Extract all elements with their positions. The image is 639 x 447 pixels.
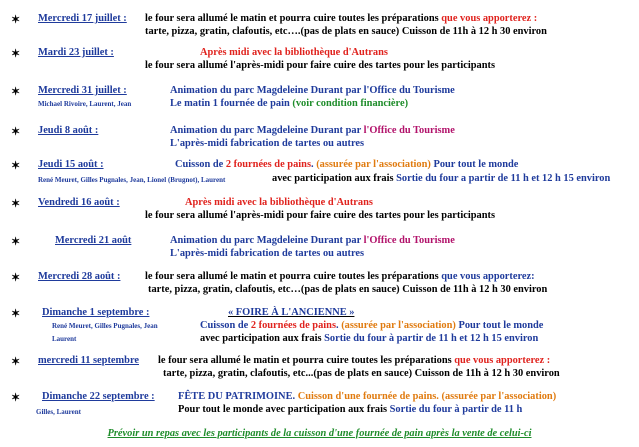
event-line-2 [145,26,547,37]
event-date: Mercredi 21 août [55,235,132,246]
event-date: Jeudi 15 août : [38,159,104,170]
text-run: Après midi avec la bibliothèque d'Autrans [200,47,388,58]
text-run: L'après-midi fabrication de tartes ou autres [170,248,365,259]
event-date: Mercredi 31 juillet : [38,85,127,96]
text-run: . [310,159,317,170]
text-run: « FOIRE À L'ANCIENNE » [228,307,355,318]
event-date: Mercredi 17 juillet : [38,13,127,24]
text-run: tarte, pizza, gratin, clafoutis, etc...(pas de plats en sauce) Cuisson de 11h à 12 h 30 environ [163,368,560,379]
text-run: Sortie du four à partir de 11 h [389,404,523,415]
event-line-1 [145,271,535,282]
event-8 [0,304,639,348]
text-run: Sortie du four a partir de 11 h et 12 h 15 environ [396,173,611,184]
event-date: Mercredi 28 août : [38,271,121,282]
event-line-1 [200,47,388,58]
text-run: Après midi avec la bibliothèque d'Autrans [185,197,373,208]
event-2 [0,82,639,114]
text-run: le four sera allumé le matin et pourra cuire toutes les préparations [145,271,442,282]
event-7 [0,268,639,298]
event-line-1 [200,320,543,331]
text-run: le four sera allumé le matin et pourra cuire toutes les préparations [158,355,455,366]
event-line-1 [170,85,455,96]
event-line-2 [170,98,408,109]
event-line-1 [170,125,455,136]
text-run: 2 fournées de pains [225,159,311,170]
event-line-1 [175,159,518,170]
text-run: Cuisson de [200,320,251,331]
event-participants: René Meuret, Gilles Pugnales, Jean, Lionel (Brugnot), Laurent [38,176,226,184]
text-run: L'après-midi fabrication de tartes ou autres [170,138,365,149]
bullet-star-icon: ✶ [11,160,21,172]
event-10 [0,388,639,420]
event-3 [0,122,639,152]
text-run: Pour tout le monde [433,159,519,170]
event-5 [0,194,639,224]
event-line-1 [145,13,537,24]
text-run: Sortie du four à partir de 11 h et 12 h 15 environ [324,333,539,344]
event-line-1 [158,355,550,366]
bullet-star-icon: ✶ [11,236,21,248]
bullet-star-icon: ✶ [11,198,21,210]
event-participants-2: Laurent [52,335,77,343]
text-run: (assurée par l'association) [341,320,459,331]
event-date: Dimanche 1 septembre : [42,307,150,318]
event-line-1 [170,235,455,246]
event-date: Mardi 23 juillet : [38,47,114,58]
text-run: que vous apporterez: [441,271,535,282]
bullet-star-icon: ✶ [11,86,21,98]
text-run: . [335,320,342,331]
event-line-0 [228,307,354,318]
event-participants: Michael Rivoire, Laurent, Jean [38,100,132,108]
text-run: avec participation aux frais [272,173,397,184]
text-run: le four sera allumé l'après-midi pour faire cuire des tartes pour les participants [145,210,495,221]
event-6 [0,232,639,262]
text-run: que vous apporterez : [454,355,551,366]
text-run: 2 fournées de pains [250,320,336,331]
event-date: Vendredi 16 août : [38,197,120,208]
text-run: Cuisson d'une fournée de pains. (assurée par l'association) [297,391,557,402]
event-participants: Gilles, Laurent [36,408,81,416]
event-line-2 [163,368,560,379]
bullet-star-icon: ✶ [11,392,21,404]
text-run: tarte, pizza, gratin, clafoutis, etc…(pas de plats en sauce) Cuisson de 11h à 12 h 30 environ [148,284,548,295]
text-run: Pour tout le monde avec participation aux frais [178,404,390,415]
text-run: Animation du parc Magdeleine Durant par l'Office du Tourisme [170,85,455,96]
text-run: (voir condition financière) [292,98,409,109]
text-run: que vous apporterez : [441,13,538,24]
event-date: mercredi 11 septembre [38,355,139,366]
event-line-2 [178,404,522,415]
bullet-star-icon: ✶ [11,272,21,284]
event-line-2 [145,60,495,71]
event-0 [0,10,639,40]
event-date: Dimanche 22 septembre : [42,391,155,402]
text-run: tarte, pizza, gratin, clafoutis, etc….(pas de plats en sauce) Cuisson de 11h à 12 h 30 environ [145,26,547,37]
text-run: le four sera allumé l'après-midi pour faire cuire des tartes pour les participants [145,60,495,71]
text-run: l'Office du Tourisme [363,235,455,246]
event-line-2 [272,173,610,184]
text-run: Animation du parc Magdeleine Durant par [170,125,364,136]
bullet-star-icon: ✶ [11,14,21,26]
event-1 [0,44,639,74]
event-9 [0,352,639,382]
bullet-star-icon: ✶ [11,48,21,60]
event-line-2 [148,284,547,295]
event-line-2 [170,138,364,149]
text-run: l'Office du Tourisme [363,125,455,136]
text-run: Animation du parc Magdeleine Durant par [170,235,364,246]
event-date: Jeudi 8 août : [38,125,99,136]
text-run: FÊTE DU PATRIMOINE. [178,391,298,402]
footer-note: Prévoir un repas avec les participants de la cuisson d'une fournée de pain après la vente de celui-ci [107,428,532,439]
text-run: avec participation aux frais [200,333,325,344]
text-run: Le matin 1 fournée de pain [170,98,293,109]
event-participants: René Meuret, Gilles Pugnales, Jean [52,322,158,330]
bullet-star-icon: ✶ [11,308,21,320]
bullet-star-icon: ✶ [11,126,21,138]
event-line-1 [178,391,556,402]
event-line-2 [145,210,495,221]
event-line-2 [170,248,364,259]
bullet-star-icon: ✶ [11,356,21,368]
text-run: (assurée par l'association) [316,159,434,170]
text-run: Pour tout le monde [458,320,544,331]
text-run: le four sera allumé le matin et pourra cuire toutes les préparations [145,13,442,24]
text-run: Cuisson de [175,159,226,170]
event-line-2 [200,333,538,344]
event-4 [0,156,639,186]
event-line-1 [185,197,373,208]
